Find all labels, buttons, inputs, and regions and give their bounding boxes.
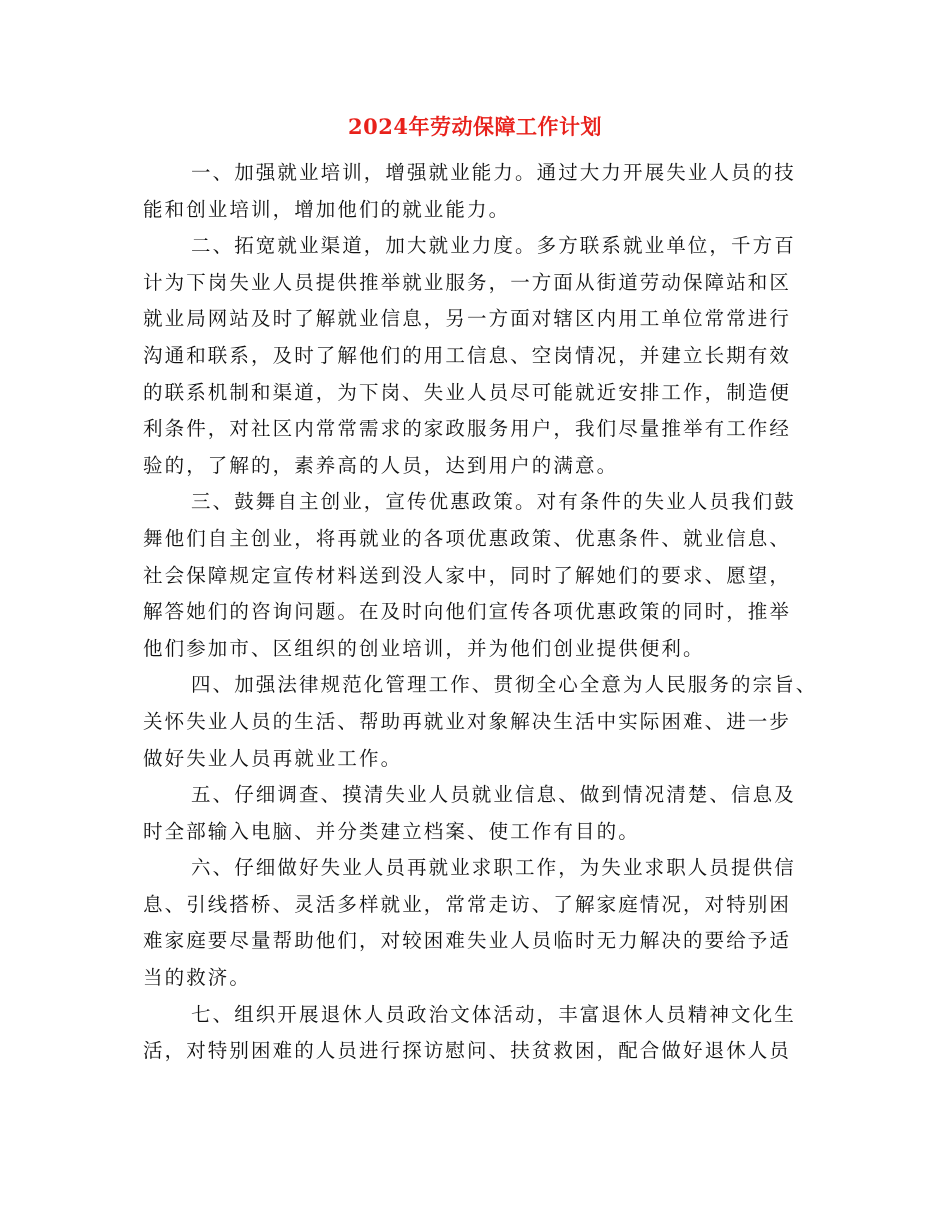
paragraph-line: 息、引线搭桥、灵活多样就业，常常走访、了解家庭情况，对特别困: [143, 892, 792, 916]
paragraph-line: 一、加强就业培训，增强就业能力。通过大力开展失业人员的技: [191, 161, 796, 184]
paragraph-line: 他们参加市、区组织的创业培训，并为他们创业提供便利。: [143, 636, 705, 660]
paragraph-line: 验的，了解的，素养高的人员，达到用户的满意。: [143, 453, 619, 477]
paragraph-line: 社会保障规定宣传材料送到没人家中，同时了解她们的要求、愿望，: [143, 563, 792, 587]
paragraph-line: 利条件，对社区内常常需求的家政服务用户，我们尽量推举有工作经: [143, 417, 792, 441]
paragraph-line: 解答她们的咨询问题。在及时向他们宣传各项优惠政策的同时，推举: [143, 600, 792, 624]
paragraph-line: 时全部输入电脑、并分类建立档案、使工作有目的。: [143, 819, 640, 843]
paragraph-line: 做好失业人员再就业工作。: [143, 746, 403, 770]
paragraph-line: 当的救济。: [143, 966, 252, 990]
paragraph-line: 五、仔细调查、摸清失业人员就业信息、做到情况清楚、信息及: [191, 783, 796, 807]
paragraph-line: 关怀失业人员的生活、帮助再就业对象解决生活中实际困难、进一步: [143, 709, 792, 733]
paragraph-6: [143, 850, 823, 996]
paragraph-line: 难家庭要尽量帮助他们，对较困难失业人员临时无力解决的要给予适: [143, 929, 792, 953]
paragraph-line: 七、组织开展退休人员政治文体活动，丰富退休人员精神文化生: [191, 1002, 796, 1026]
document-body: [143, 155, 823, 1070]
paragraph-line: 二、拓宽就业渠道，加大就业力度。多方联系就业单位，千方百: [191, 234, 796, 258]
paragraph-line: 六、仔细做好失业人员再就业求职工作，为失业求职人员提供信: [191, 856, 796, 880]
paragraph-line: 四、加强法律规范化管理工作、贯彻全心全意为人民服务的宗旨、: [191, 673, 818, 697]
paragraph-5: [143, 777, 823, 850]
paragraph-2: [143, 228, 823, 484]
paragraph-line: 三、鼓舞自主创业，宣传优惠政策。对有条件的失业人员我们鼓: [191, 490, 796, 514]
paragraph-line: 舞他们自主创业，将再就业的各项优惠政策、优惠条件、就业信息、: [143, 526, 792, 550]
paragraph-3: [143, 484, 823, 667]
paragraph-7: [143, 997, 823, 1070]
paragraph-line: 就业局网站及时了解就业信息，另一方面对辖区内用工单位常常进行: [143, 307, 792, 331]
paragraph-line: 活，对特别困难的人员进行探访慰问、扶贫救困，配合做好退休人员: [143, 1039, 792, 1063]
document-title: 2024年劳动保障工作计划: [348, 114, 602, 139]
paragraph-line: 能和创业培训，增加他们的就业能力。: [143, 197, 511, 221]
paragraph-line: 计为下岗失业人员提供推举就业服务，一方面从街道劳动保障站和区: [143, 270, 792, 294]
paragraph-line: 沟通和联系，及时了解他们的用工信息、空岗情况，并建立长期有效: [143, 343, 792, 367]
paragraph-1: [143, 155, 823, 228]
paragraph-line: 的联系机制和渠道，为下岗、失业人员尽可能就近安排工作，制造便: [143, 380, 792, 404]
paragraph-4: [143, 667, 823, 777]
